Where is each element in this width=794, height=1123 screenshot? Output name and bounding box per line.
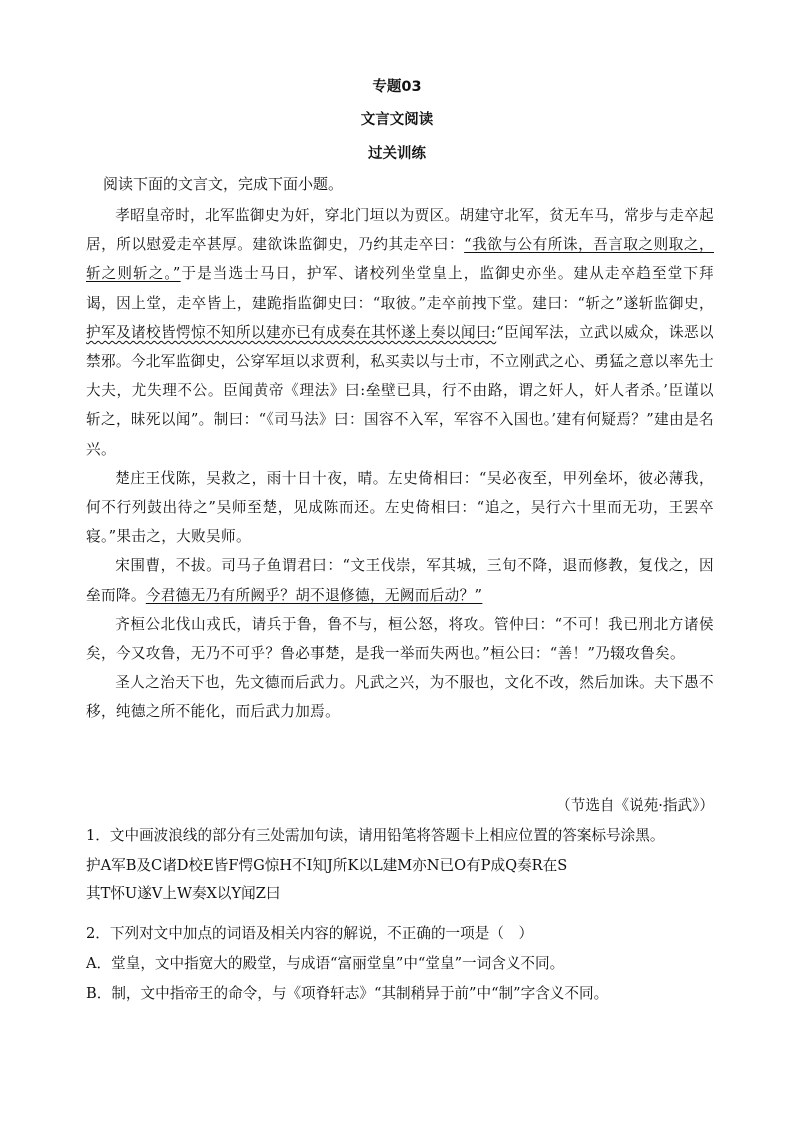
subtitle-heading: 文言文阅读 [360,112,434,128]
question-2: 2．下列对文中加点的词语及相关内容的解说，不正确的一项是（ ） [86,925,534,942]
passage-paragraph-5: 圣人之治天下也，先文德而后武力。凡武之兴，为不服也，文化不改，然后加诛。夫下愚不移，纯德之所不能化，而后武力加焉。 [86,674,714,721]
section-heading: 过关训练 [368,146,426,162]
underlined-quote: “我欲与公有所诛，吾言取之则取之，斩之则斩之。” [86,236,714,283]
topic-heading: 专题03 [372,79,422,95]
question-1-options-line-1: 护A军B及C诸D校E皆F愕G惊H不I知J所K以L建M亦N已O有P成Q奏R在S [86,857,568,874]
question-2-option-a: A．堂皇，文中指宽大的殿堂，与成语“富丽堂皇”中“堂皇”一词含义不同。 [86,955,565,972]
question-1: 1．文中画波浪线的部分有三处需加句读，请用铅笔将答题卡上相应位置的答案标号涂黑。 [86,827,665,844]
passage-text: 孝昭皇帝时，北军监御史为奸，穿北门垣以为贾区。胡建守北军，贫无车马，常步与走卒起居，所以慰爱走卒甚厚。建欲诛监御史，乃约其走卒曰： [86,207,714,254]
question-2-option-b: B．制，文中指帝王的命令，与《项脊轩志》“其制稍异于前”中“制”字含义不同。 [86,985,609,1002]
reading-instruction: 阅读下面的文言文，完成下面小题。 [103,175,344,193]
passage-source: （节选自《说苑·指武》） [556,797,714,814]
passage-paragraph-4: 齐桓公北伐山戎氏，请兵于鲁，鲁不与，桓公怒，将攻。管仲曰：“不可！我已刑北方诸侯矣，今又攻鲁，无乃不可乎？鲁必事楚，是我一举而失两也。”桓公曰：“善！”乃辍攻鲁矣。 [86,615,714,663]
passage-paragraph-2: 楚庄王伐陈，吴救之，雨十日十夜，晴。左史倚相曰：“吴必夜至，甲列垒坏，彼必薄我，何不行列鼓出待之”吴师至楚，见成陈而还。左史倚相曰：“追之，吴行六十里而无功，王罢卒寝。”果击之，大败吴师。 [86,469,714,546]
passage-text: 宋围曹，不拔。司马子鱼谓君曰：“文王伐崇，军其城，三旬不降，退而修教，复伐之，因垒而降。 [86,557,714,604]
classical-passage [86,201,714,727]
wavy-underlined-text: 护军及诸校皆愕惊不知所以建亦已有成奏在其怀遂上奏以闻曰: [86,323,497,341]
underlined-sentence: 今君德无乃有所阙乎？胡不退修德，无阙而后动？” [145,586,483,604]
passage-text: 于是当选士马日，护军、诸校列坐堂皇上，监御史亦坐。建从走卒趋至堂下拜谒，因上堂，走卒皆上，建跪指监御史曰：“取彼。”走卒前拽下堂。建曰：“斩之”遂斩监御史， [86,265,714,312]
passage-paragraph-3 [86,551,714,609]
passage-text: “臣闻军法，立武以威众，诛恶以禁邪。今北军监御史，公穿军垣以求贾利，私买卖以与士市，不立刚武之心、勇猛之意以率先士大夫，尤失理不公。臣闻黄帝《理法》曰:垒壁已具，行不由路，谓之奸人，奸人者杀。’臣谨以斩之，昧死以闻”。制曰：“《司马法》曰：国容不入军，军容不入国也。’建有何疑焉？”建由是名兴。 [86,323,714,458]
passage-paragraph-1 [86,201,714,464]
question-1-options-line-2: 其T怀U遂V上W奏X以Y闻Z曰 [86,885,281,902]
